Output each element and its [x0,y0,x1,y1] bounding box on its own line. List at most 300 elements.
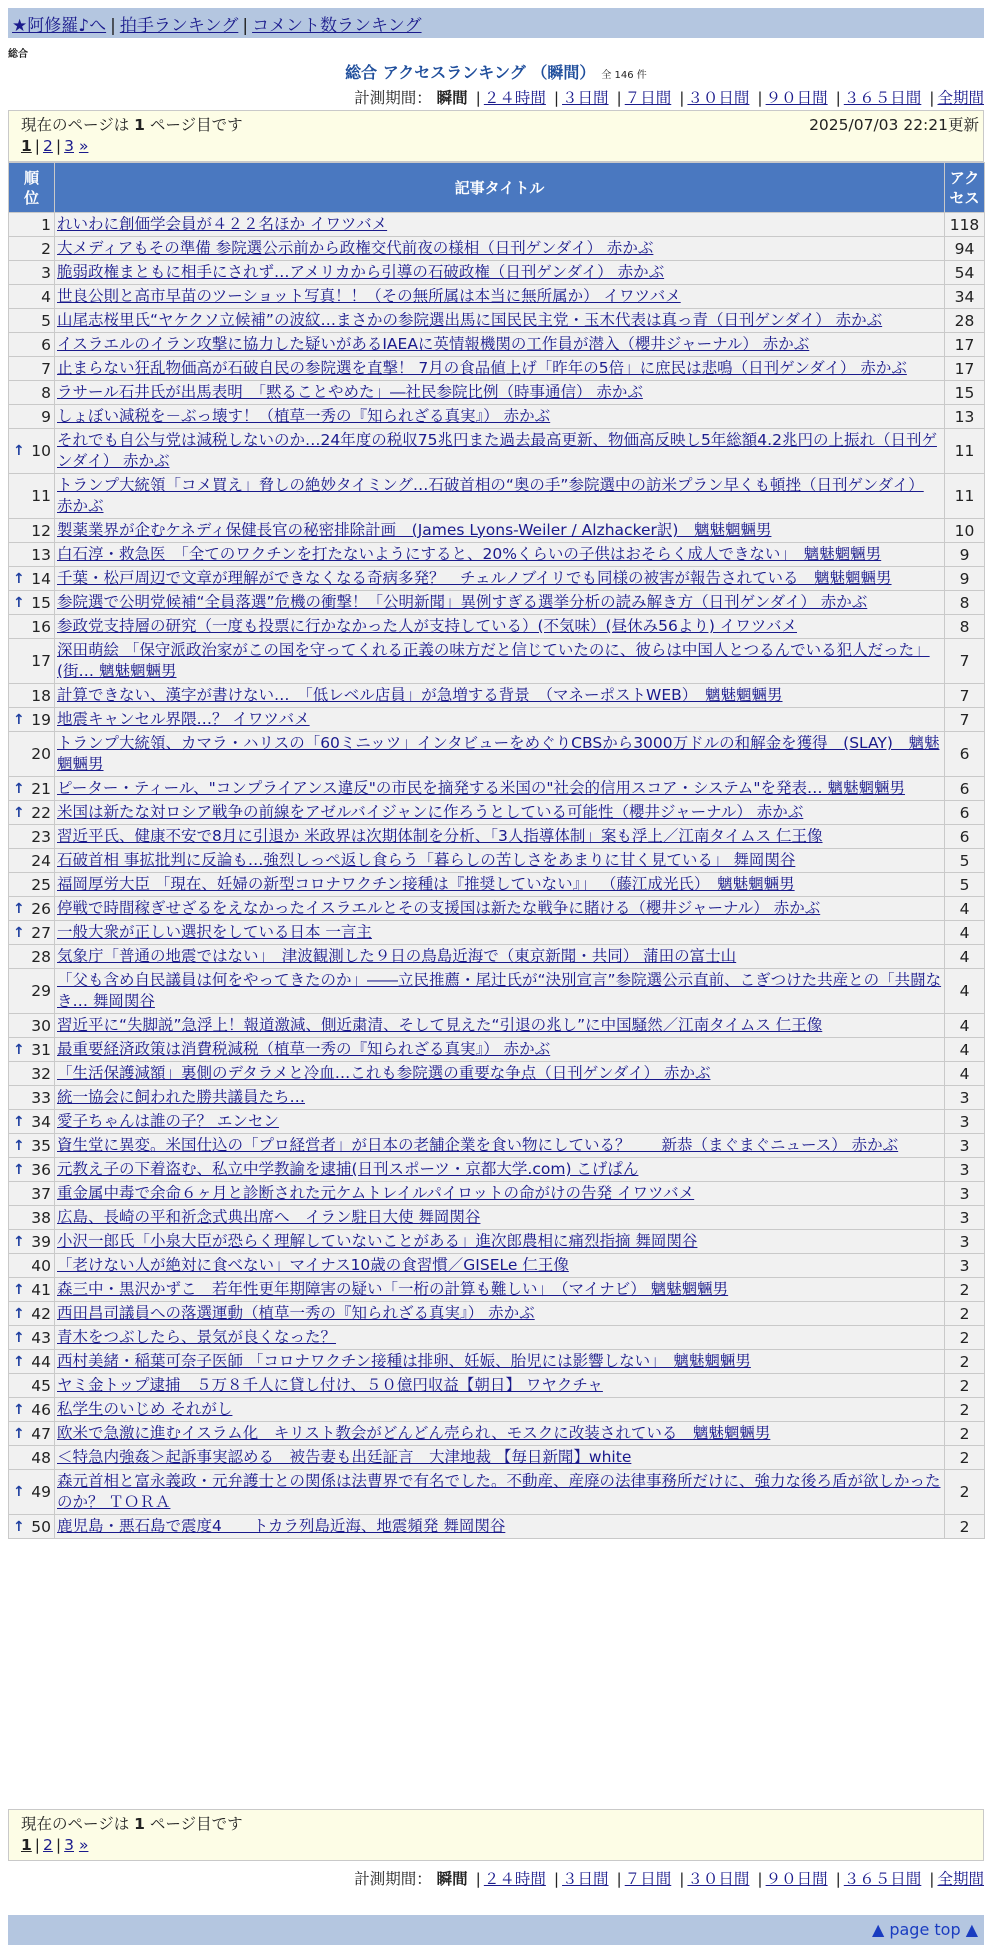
period-separator: | [929,89,935,107]
rank-cell [9,567,55,591]
article-title-link[interactable]: ＜特急内強姦＞起訴事実認める 被告妻も出廷証言 大津地裁 【毎日新聞】white [57,1448,632,1466]
article-title-link[interactable]: 深田萌絵 「保守派政治家がこの国を守ってくれる正義の味方だと信じていたのに、彼らは中国人とつるんでいる犯人だった」(街… 魑魅魍魎男 [57,641,930,680]
article-title-link[interactable]: 福岡厚労大臣 「現在、妊婦の新型コロナワクチン接種は『推奨していない』」 （藤江成光氏） 魑魅魍魎男 [57,875,795,893]
title-cell [55,1422,945,1446]
article-title-link[interactable]: 気象庁「普通の地震ではない」 津波観測した９日の鳥島近海で（東京新聞・共同） 蒲田の富士山 [57,947,737,965]
rank-number: 7 [41,359,51,378]
access-count: 11 [945,429,985,474]
rank-number: 29 [31,982,51,1000]
rank-number: 9 [41,407,51,426]
period-link-365d[interactable]: ３６５日間 [843,1870,922,1888]
rank-cell [9,825,55,849]
ranking-table-header [9,163,985,213]
title-cell [55,429,945,474]
rank-up-arrow-icon: ↑ [13,1484,25,1500]
access-count: 2 [945,1470,985,1515]
page-info-prefix: 現在のページは [21,116,130,134]
period-link-24h[interactable]: ２４時間 [483,1870,546,1888]
rank-cell [9,708,55,732]
pagination-page-2[interactable]: 2 [43,1836,53,1854]
title-cell [55,1086,945,1110]
title-cell [55,1398,945,1422]
article-title-link[interactable]: 地震キャンセル界隈…？ イワツバメ [57,710,310,728]
title-cell [55,708,945,732]
pagination-page-3[interactable]: 3 [64,137,75,155]
period-link-3d[interactable]: ３日間 [562,89,609,107]
period-link-30d[interactable]: ３０日間 [687,1870,750,1888]
pagination-next[interactable]: » [78,1836,89,1854]
table-row [9,567,985,591]
pagination-page-3[interactable]: 3 [64,1836,75,1854]
table-row [9,213,985,237]
pagination-bottom [21,1836,971,1854]
title-cell [55,1470,945,1515]
access-count: 2 [945,1398,985,1422]
rank-up-arrow-icon: ↑ [13,1329,25,1346]
title-cell [55,921,945,945]
article-title-link[interactable]: 「生活保護減額」裏側のデタラメと冷血…これも参院選の重要な争点（日刊ゲンダイ） 赤かぶ [57,1064,711,1082]
table-row [9,615,985,639]
table-row [9,777,985,801]
access-count: 34 [945,285,985,309]
rank-up-arrow-icon: ↑ [13,1281,25,1298]
rank-cell [9,333,55,357]
table-row [9,1302,985,1326]
access-count: 3 [945,1254,985,1278]
period-separator: | [679,1870,685,1888]
article-title-link[interactable]: 大メディアもその準備 参院選公示前から政権交代前夜の様相（日刊ゲンダイ） 赤かぶ [57,239,654,257]
rank-number: 30 [31,1016,51,1035]
rank-cell [9,849,55,873]
rank-number: 2 [41,239,51,258]
nav-home-link[interactable]: ★阿修羅♪へ [12,16,107,36]
article-title-link[interactable]: トランプ大統領、カマラ・ハリスの「60ミニッツ」インタビューをめぐりCBSから3000万ドルの和解金を獲得 (SLAY) 魑魅魍魎男 [57,734,940,773]
access-count: 118 [945,213,985,237]
rank-cell [9,1302,55,1326]
article-title-link[interactable]: 石破首相 事拡批判に反論も…強烈しっぺ返し食らう「暮らしの苦しさをあまりに甘く見ている」 舞岡関谷 [57,851,796,869]
period-link-7d[interactable]: ７日間 [624,89,672,107]
article-title-link[interactable]: 青木をつぶしたら、景気が良くなった？ [57,1328,337,1346]
period-label: 計測期間： [354,1870,432,1888]
period-separator: | [553,89,560,107]
access-count: 6 [945,777,985,801]
access-count: 2 [945,1515,985,1539]
rank-cell [9,897,55,921]
rank-cell [9,1062,55,1086]
article-title-link[interactable]: しょぼい減税を－ぶっ壊す！（植草一秀の『知られざる真実』） 赤かぶ [57,407,551,425]
top-nav-bar [8,8,984,38]
period-link-90d[interactable]: ９０日間 [765,89,828,107]
rank-cell [9,309,55,333]
rank-up-arrow-icon: ↑ [13,1518,25,1535]
table-row [9,1038,985,1062]
period-link-30d[interactable]: ３０日間 [687,89,750,107]
article-title-link[interactable]: 私学生のいじめ それがし [57,1400,233,1418]
rank-cell [9,1422,55,1446]
rank-cell [9,1326,55,1350]
access-count: 3 [945,1134,985,1158]
rank-up-arrow-icon: ↑ [13,804,25,821]
article-title-link[interactable]: 小沢一郎氏「小泉大臣が恐らく理解していないことがある」進次郎農相に痛烈指摘 舞岡関谷 [57,1232,698,1250]
rank-number: 44 [31,1352,51,1371]
rank-number: 26 [31,899,51,918]
table-row [9,1350,985,1374]
article-title-link[interactable]: 西村美緒・稲葉可奈子医師 「コロナワクチン接種は排卵、妊娠、胎児には影響しない」 魑魅魍魎男 [57,1352,751,1370]
table-row [9,849,985,873]
rank-number: 46 [31,1400,51,1419]
table-row [9,474,985,519]
access-count: 4 [945,921,985,945]
table-row [9,1158,985,1182]
title-cell [55,567,945,591]
access-count: 8 [945,615,985,639]
article-title-link[interactable]: 習近平氏、健康不安で8月に引退か 米政界は次期体制を分析、「3人指導体制」案も浮上／江南タイムス 仁王像 [57,827,823,845]
article-title-link[interactable]: 脆弱政権まともに相手にされず…アメリカから引導の石破政権（日刊ゲンダイ） 赤かぶ [57,263,665,281]
period-selector-bottom [354,1867,984,1889]
article-title-link[interactable]: 世良公則と高市早苗のツーショット写真！！（その無所属は本当に無所属か） イワツバメ [57,287,681,305]
period-link-7d[interactable]: ７日間 [624,1870,672,1888]
title-cell [55,1182,945,1206]
rank-cell [9,969,55,1014]
rank-number: 41 [31,1280,51,1299]
article-title-link[interactable]: 止まらない狂乱物価高が石破自民の参院選を直撃！ 7月の食品値上げ「昨年の5倍」に庶民は悲鳴（日刊ゲンダイ） 赤かぶ [57,359,907,377]
rank-up-arrow-icon: ↑ [13,1425,25,1442]
rank-number: 20 [31,745,51,763]
pagination-separator: | [34,1836,41,1854]
access-count: 13 [945,405,985,429]
page-info-top [8,110,984,162]
access-count: 6 [945,732,985,777]
access-count: 2 [945,1446,985,1470]
title-cell [55,1278,945,1302]
article-title-link[interactable]: 森三中・黒沢かずこ 若年性更年期障害の疑い「一桁の計算も難しい」 （マイナビ） 魑魅魍魎男 [57,1280,729,1298]
rank-cell [9,1350,55,1374]
access-count: 6 [945,801,985,825]
article-title-link[interactable]: 資生堂に異変。米国仕込の「プロ経営者」が日本の老舗企業を食い物にしている？ 新恭（まぐまぐニュース） 赤かぶ [57,1136,899,1154]
access-count: 54 [945,261,985,285]
rank-up-arrow-icon: ↑ [13,900,25,917]
table-row [9,1374,985,1398]
table-row [9,639,985,684]
table-row [9,1110,985,1134]
rank-cell [9,1374,55,1398]
period-separator: | [757,89,763,107]
table-row [9,1326,985,1350]
table-row [9,405,985,429]
rank-up-arrow-icon: ↑ [13,1137,25,1154]
pagination-current-page: 1 [21,1836,32,1854]
title-cell [55,213,945,237]
rank-number: 33 [31,1088,51,1107]
article-title-link[interactable]: 統一協会に飼われた勝共議員たち… [57,1088,306,1106]
page-title: 総合 アクセスランキング （瞬間） [345,63,596,82]
access-count: 7 [945,684,985,708]
access-count: 4 [945,897,985,921]
table-row [9,357,985,381]
article-title-link[interactable]: 千葉・松戸周辺で文章が理解ができなくなる奇病多発？ チェルノブイリでも同様の被害が報告されている 魑魅魍魎男 [57,569,892,587]
rank-cell [9,921,55,945]
rank-cell [9,285,55,309]
access-count: 2 [945,1326,985,1350]
title-cell [55,405,945,429]
title-cell [55,543,945,567]
rank-number: 43 [31,1328,51,1347]
table-row [9,1422,985,1446]
title-cell [55,261,945,285]
rank-up-arrow-icon: ↑ [13,1113,25,1130]
article-title-link[interactable]: 一般大衆が正しい選択をしている日本 一言主 [57,923,372,941]
period-separator: | [475,1870,481,1888]
access-count: 2 [945,1302,985,1326]
access-count: 3 [945,1110,985,1134]
page-title-wrap [0,60,992,83]
rank-number: 39 [31,1232,51,1251]
table-row [9,285,985,309]
rank-cell [9,1230,55,1254]
page-top-link[interactable]: ▲ page top ▲ [871,1920,978,1939]
title-cell [55,1515,945,1539]
table-row [9,1254,985,1278]
article-title-link[interactable]: 参政党支持層の研究（一度も投票に行かなかった人が支持している）(不気味）(昼休み56より) イワツバメ [57,617,797,635]
period-link-all[interactable]: 全期間 [937,1870,984,1888]
access-count: 4 [945,945,985,969]
bottom-bar [8,1915,984,1945]
rank-up-arrow-icon: ↑ [13,924,25,941]
page-info-suffix: ページ目です [149,1815,243,1833]
period-separator: | [929,1870,935,1888]
article-title-link[interactable]: 欧米で急激に進むイスラム化 キリスト教会がどんどん売られ、モスクに改装されている 魑魅魍魎男 [57,1424,771,1442]
access-count: 9 [945,567,985,591]
rank-cell [9,1158,55,1182]
access-count: 94 [945,237,985,261]
period-separator: | [475,89,481,107]
period-current: 瞬間 [436,1870,468,1888]
rank-number: 14 [31,569,51,588]
nav-clap-ranking-link[interactable]: 拍手ランキング [119,16,239,36]
article-title-link[interactable]: 停戦で時間稼ぎせざるをえなかったイスラエルとその支援国は新たな戦争に賭ける（櫻井ジャーナル） 赤かぶ [57,899,821,917]
table-row [9,543,985,567]
rank-up-arrow-icon: ↑ [13,1041,25,1058]
pagination-page-2[interactable]: 2 [43,137,53,155]
rank-cell [9,1110,55,1134]
table-row [9,309,985,333]
title-cell [55,732,945,777]
rank-number: 42 [31,1304,51,1323]
pagination-next[interactable]: » [78,137,89,155]
table-row [9,1470,985,1515]
rank-number: 27 [31,923,51,942]
rank-up-arrow-icon: ↑ [13,443,25,459]
title-cell [55,825,945,849]
article-title-link[interactable]: 米国は新たな対ロシア戦争の前線をアゼルバイジャンに作ろうとしている可能性（櫻井ジャーナル） 赤かぶ [57,803,804,821]
table-row [9,1182,985,1206]
article-title-link[interactable]: 広島、長崎の平和祈念式典出席へ イラン駐日大使 舞岡関谷 [57,1208,481,1226]
period-link-3d[interactable]: ３日間 [562,1870,609,1888]
rank-cell [9,474,55,519]
page-info-current: 1 [134,1815,145,1833]
nav-comment-ranking-link[interactable]: コメント数ランキング [252,16,422,36]
title-cell [55,309,945,333]
title-cell [55,1350,945,1374]
title-cell [55,1110,945,1134]
article-title-link[interactable]: 「父も含め自民議員は何をやってきたのか」――立民推薦・尾辻氏が“決別宣言”参院選公示直前、こぎつけた共産との「共闘なき… 舞岡関谷 [57,971,942,1010]
title-cell [55,684,945,708]
article-title-link[interactable]: 重金属中毒で余命６ヶ月と診断された元ケムトレイルパイロットの命がけの告発 イワツバメ [57,1184,695,1202]
access-count: 5 [945,873,985,897]
table-row [9,1206,985,1230]
rank-number: 22 [31,803,51,822]
article-title-link[interactable]: れいわに創価学会員が４２２名ほか イワツバメ [57,215,388,233]
table-row [9,873,985,897]
access-count: 2 [945,1278,985,1302]
title-cell [55,1062,945,1086]
rank-number: 21 [31,779,51,798]
table-row [9,1230,985,1254]
access-count: 17 [945,357,985,381]
period-separator: | [616,1870,622,1888]
rank-cell [9,519,55,543]
rank-number: 24 [31,851,51,870]
period-selector-top [354,86,984,108]
title-cell [55,474,945,519]
title-cell [55,1014,945,1038]
title-cell [55,1446,945,1470]
rank-cell [9,1182,55,1206]
updated-timestamp: 2025/07/03 22:21更新 [809,116,979,134]
article-title-link[interactable]: 愛子ちゃんは誰の子？ エンセン [57,1112,279,1130]
access-count: 9 [945,543,985,567]
rank-up-arrow-icon: ↑ [13,780,25,797]
article-title-link[interactable]: ピーター・ティール、"コンプライアンス違反"の市民を摘発する米国の"社会的信用スコア・システム"を発表… 魑魅魍魎男 [57,779,905,797]
article-title-link[interactable]: 白石淳・救急医 「全てのワクチンを打たないようにすると、20%くらいの子供はおそらく成人できない」 魑魅魍魎男 [57,545,882,563]
table-row [9,237,985,261]
access-count: 4 [945,969,985,1014]
rank-number: 18 [31,686,51,705]
ranking-table [8,162,985,1539]
article-title-link[interactable]: 製薬業界が企むケネディ保健長官の秘密排除計画 (James Lyons-Weiler / Alzhacker訳) 魑魅魍魎男 [57,521,772,539]
access-count: 15 [945,381,985,405]
rank-number: 50 [31,1517,51,1536]
rank-cell [9,1086,55,1110]
article-title-link[interactable]: 森元首相と富永義政・元弁護士との関係は法曹界で有名でした。不動産、産廃の法律事務所だけに、強力な後ろ盾が欲しかったのか？ ＴＯＲＡ [57,1472,941,1511]
article-title-link[interactable]: ヤミ金トップ逮捕 ５万８千人に貸し付け、５０億円収益【朝日】 ワヤクチャ [57,1376,603,1394]
rank-number: 17 [31,652,51,670]
rank-cell [9,591,55,615]
rank-number: 1 [41,215,51,234]
period-label: 計測期間： [354,89,432,107]
access-count: 7 [945,708,985,732]
article-title-link[interactable]: 山尾志桜里氏“ヤケクソ立候補”の波紋…まさかの参院選出馬に国民民主党・玉木代表は真っ青（日刊ゲンダイ） 赤かぶ [57,311,883,329]
access-count: 3 [945,1086,985,1110]
table-row [9,1086,985,1110]
period-separator: | [835,89,841,107]
rank-number: 23 [31,827,51,846]
article-title-link[interactable]: ラサール石井氏が出馬表明 「黙ることやめた」―社民参院比例（時事通信） 赤かぶ [57,383,643,401]
title-cell [55,801,945,825]
period-link-90d[interactable]: ９０日間 [765,1870,828,1888]
title-cell [55,897,945,921]
article-title-link[interactable]: 参院選で公明党候補“全員落選”危機の衝撃！「公明新聞」異例すぎる選挙分析の読み解き方（日刊ゲンダイ） 赤かぶ [57,593,868,611]
rank-up-arrow-icon: ↑ [13,594,25,611]
rank-cell [9,684,55,708]
access-count: 11 [945,474,985,519]
rank-number: 38 [31,1208,51,1227]
table-row [9,1515,985,1539]
article-title-link[interactable]: 習近平に“失脚説”急浮上！報道激減、側近粛清、そして見えた“引退の兆し”に中国騒然／江南タイムス 仁王像 [57,1016,823,1034]
article-title-link[interactable]: 元教え子の下着盗む、私立中学教諭を逮捕(日刊スポーツ・京都大学.com) こげぱん [57,1160,639,1178]
rank-cell [9,429,55,474]
title-cell [55,945,945,969]
table-row [9,261,985,285]
table-row [9,921,985,945]
rank-cell [9,1446,55,1470]
article-title-link[interactable]: 鹿児島・悪石島で震度4 トカラ列島近海、地震頻発 舞岡関谷 [57,1517,506,1535]
table-row [9,1062,985,1086]
access-count: 28 [945,309,985,333]
nav-separator: | [242,16,249,36]
title-cell [55,591,945,615]
rank-cell [9,381,55,405]
title-cell [55,873,945,897]
table-row [9,1446,985,1470]
access-count: 4 [945,1014,985,1038]
col-header-rank: 順位 [9,163,55,213]
rank-number: 32 [31,1064,51,1083]
rank-number: 5 [41,311,51,330]
rank-up-arrow-icon: ↑ [13,570,25,587]
article-title-link[interactable]: 「老けない人が絶対に食べない」マイナス10歳の食習慣／GISELe 仁王像 [57,1256,569,1274]
pagination-separator: | [55,1836,62,1854]
access-count: 6 [945,825,985,849]
period-separator: | [553,1870,560,1888]
pagination-separator: | [55,137,62,155]
rank-number: 28 [31,947,51,966]
rank-number: 11 [31,487,51,505]
rank-number: 8 [41,383,51,402]
rank-number: 47 [31,1424,51,1443]
article-title-link[interactable]: イスラエルのイラン攻撃に協力した疑いがあるIAEAに英情報機関の工作員が潜入（櫻井ジャーナル） 赤かぶ [57,335,810,353]
period-link-all[interactable]: 全期間 [937,89,984,107]
article-title-link[interactable]: 西田昌司議員への落選運動（植草一秀の『知られざる真実』） 赤かぶ [57,1304,535,1322]
rank-number: 34 [31,1112,51,1131]
rank-up-arrow-icon: ↑ [13,1161,25,1178]
article-title-link[interactable]: トランプ大統領「コメ買え」脅しの絶妙タイミング…石破首相の“奥の手”参院選中の訪米プラン早くも頓挫（日刊ゲンダイ） 赤かぶ [57,476,924,515]
title-cell [55,1374,945,1398]
period-link-365d[interactable]: ３６５日間 [843,89,922,107]
rank-number: 19 [31,710,51,729]
article-title-link[interactable]: 最重要経済政策は消費税減税（植草一秀の『知られざる真実』） 赤かぶ [57,1040,551,1058]
period-link-24h[interactable]: ２４時間 [483,89,546,107]
period-separator: | [616,89,622,107]
title-cell [55,1206,945,1230]
table-row [9,708,985,732]
title-cell [55,849,945,873]
rank-cell [9,1470,55,1515]
rank-number: 10 [31,442,51,460]
rank-cell [9,1038,55,1062]
table-row [9,519,985,543]
rank-cell [9,615,55,639]
article-title-link[interactable]: 計算できない、漢字が書けない… 「低レベル店員」が急増する背景 （マネーポストWEB） 魑魅魍魎男 [57,686,783,704]
rank-number: 37 [31,1184,51,1203]
article-title-link[interactable]: それでも自公与党は減税しないのか…24年度の税収75兆円また過去最高更新、物価高反映し5年総額4.2兆円の上振れ（日刊ゲンダイ） 赤かぶ [57,431,937,470]
access-count: 2 [945,1422,985,1446]
table-row [9,897,985,921]
title-cell [55,1134,945,1158]
table-row [9,429,985,474]
rank-cell [9,1206,55,1230]
access-count: 3 [945,1158,985,1182]
